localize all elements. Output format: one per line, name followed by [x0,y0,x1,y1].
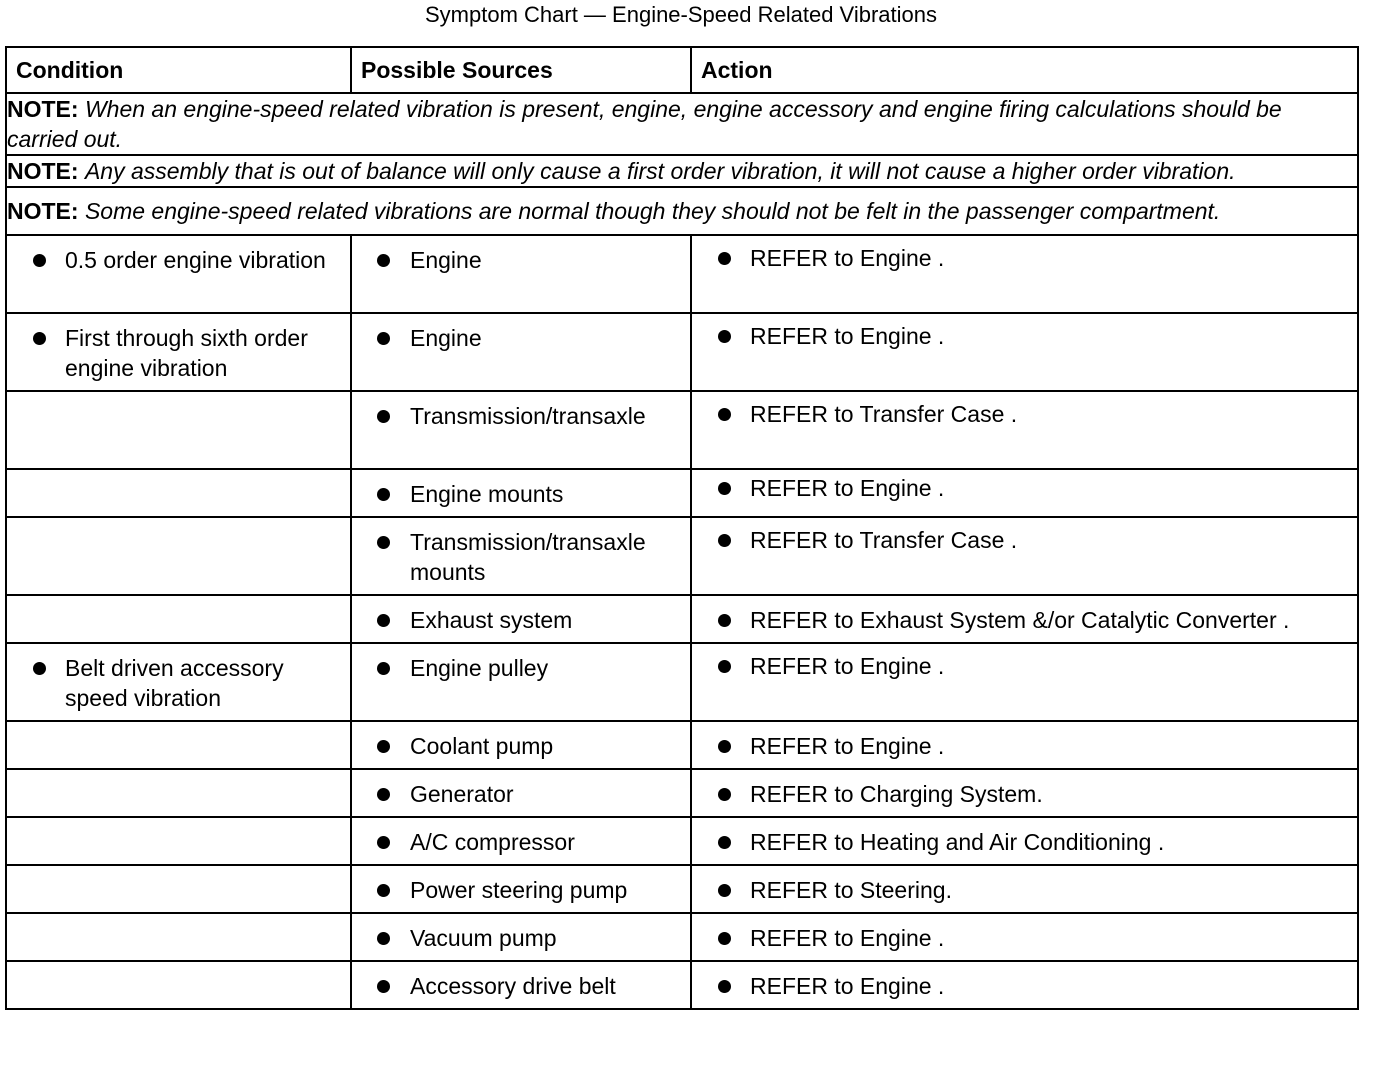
bullet-icon [718,932,731,945]
bullet-icon [718,534,731,547]
action-text: REFER to Engine . [750,245,945,271]
condition-cell [6,235,351,313]
action-text: REFER to Engine . [750,475,945,501]
note-text: Any assembly that is out of balance will only cause a first order vibration, it will not cause a higher order vibration. [84,158,1236,184]
note-row [6,93,1358,155]
action-text: REFER to Transfer Case . [750,527,1018,553]
source-cell [351,517,691,595]
chart-title: Symptom Chart — Engine-Speed Related Vibrations [425,2,937,27]
action-cell [691,865,1358,913]
source-cell [351,469,691,517]
action-text: REFER to Engine . [750,973,945,999]
table-row [6,721,1358,769]
bullet-icon [718,330,731,343]
source-text: Transmission/transaxle [410,403,646,429]
action-cell [691,817,1358,865]
table-row [6,595,1358,643]
bullet-icon [377,788,390,801]
condition-cell [6,817,351,865]
table-row [6,817,1358,865]
bullet-icon [718,836,731,849]
table-row [6,643,1358,721]
bullet-icon [377,488,390,501]
source-cell [351,595,691,643]
action-cell [691,235,1358,313]
condition-cell [6,313,351,391]
action-cell [691,391,1358,469]
source-text: Engine pulley [410,655,549,681]
table-row [6,469,1358,517]
source-text: Coolant pump [410,733,554,759]
source-text: Engine [410,247,482,273]
source-cell [351,817,691,865]
condition-cell [6,721,351,769]
source-cell [351,235,691,313]
bullet-icon [377,662,390,675]
bullet-icon [718,614,731,627]
table-row [6,769,1358,817]
source-text: Vacuum pump [410,925,557,951]
condition-cell [6,595,351,643]
action-text: REFER to Engine . [750,733,945,759]
source-cell [351,961,691,1009]
action-cell [691,769,1358,817]
note-row [6,155,1358,187]
bullet-icon [718,660,731,673]
note-text: When an engine-speed related vibration is present, engine, engine accessory and engine firing calculations should be carried out. [7,96,1282,152]
action-cell [691,961,1358,1009]
condition-cell [6,643,351,721]
table-row [6,913,1358,961]
action-text: REFER to Exhaust System &/or Catalytic Converter . [750,607,1290,633]
source-text: Engine mounts [410,481,564,507]
table-row [6,313,1358,391]
source-text: Exhaust system [410,607,573,633]
action-text: REFER to Engine . [750,653,945,679]
source-cell [351,769,691,817]
bullet-icon [377,980,390,993]
source-cell [351,391,691,469]
action-cell [691,913,1358,961]
table-row [6,865,1358,913]
source-text: Engine [410,325,482,351]
note-row [6,187,1358,235]
note-label: NOTE: [7,158,79,184]
condition-text: 0.5 order engine vibration [65,247,326,273]
header-condition: Condition [6,47,351,93]
action-cell [691,469,1358,517]
bullet-icon [33,662,46,675]
action-cell [691,721,1358,769]
action-cell [691,517,1358,595]
table-row [6,235,1358,313]
source-cell [351,865,691,913]
condition-cell [6,865,351,913]
table-row [6,391,1358,469]
action-cell [691,313,1358,391]
bullet-icon [377,884,390,897]
source-text: Generator [410,781,514,807]
note-cell [6,93,1358,155]
action-text: REFER to Charging System. [750,781,1043,807]
action-cell [691,595,1358,643]
bullet-icon [718,408,731,421]
action-text: REFER to Steering. [750,877,952,903]
bullet-icon [377,536,390,549]
symptom-chart-table [5,46,1359,1010]
note-label: NOTE: [7,198,79,224]
bullet-icon [718,252,731,265]
action-text: REFER to Transfer Case . [750,401,1018,427]
action-cell [691,643,1358,721]
condition-cell [6,517,351,595]
condition-cell [6,961,351,1009]
condition-text: First through sixth order engine vibration [65,325,308,381]
bullet-icon [377,254,390,267]
bullet-icon [377,332,390,345]
bullet-icon [718,980,731,993]
condition-text: Belt driven accessory speed vibration [65,655,284,711]
bullet-icon [718,482,731,495]
source-text: Accessory drive belt [410,973,616,999]
action-text: REFER to Engine . [750,925,945,951]
bullet-icon [377,932,390,945]
bullet-icon [377,614,390,627]
bullet-icon [377,410,390,423]
source-text: Power steering pump [410,877,628,903]
header-row [6,47,1358,93]
note-cell [6,155,1358,187]
condition-cell [6,769,351,817]
bullet-icon [718,788,731,801]
header-action: Action [691,47,1358,93]
source-cell [351,313,691,391]
source-cell [351,643,691,721]
source-cell [351,721,691,769]
bullet-icon [718,740,731,753]
header-possible-sources: Possible Sources [351,47,691,93]
bullet-icon [33,254,46,267]
bullet-icon [718,884,731,897]
bullet-icon [377,836,390,849]
action-text: REFER to Heating and Air Conditioning . [750,829,1165,855]
source-text: A/C compressor [410,829,575,855]
table-row [6,961,1358,1009]
bullet-icon [33,332,46,345]
table-row [6,517,1358,595]
note-text: Some engine-speed related vibrations are normal though they should not be felt in the passenger compartment. [84,198,1221,224]
condition-cell [6,391,351,469]
source-text: Transmission/transaxle mounts [410,529,646,585]
note-label: NOTE: [7,96,79,122]
condition-cell [6,469,351,517]
note-cell [6,187,1358,235]
action-text: REFER to Engine . [750,323,945,349]
source-cell [351,913,691,961]
condition-cell [6,913,351,961]
bullet-icon [377,740,390,753]
